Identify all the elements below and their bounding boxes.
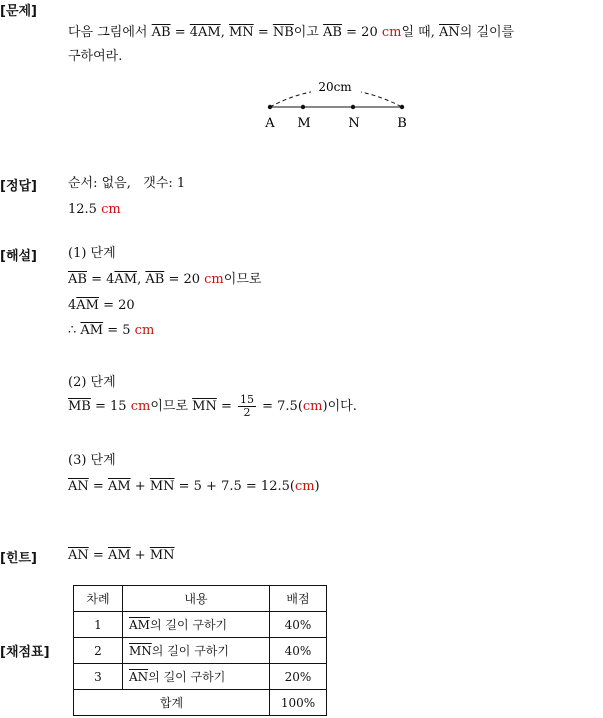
step2-title: (2) 단계	[68, 375, 116, 390]
header-order: 차례	[74, 586, 123, 612]
answer-value: 12.5 cm	[68, 202, 121, 217]
point-A	[268, 105, 272, 109]
section-label-explanation: [해설]	[0, 249, 37, 264]
segment-MN: $\overline{MN}$	[229, 25, 254, 40]
table-row: 2 $\overline{MN}$의 길이 구하기 40%	[74, 638, 327, 664]
section-label-hint: [힌트]	[0, 551, 37, 566]
segment-AB: $\overline{AB}$	[151, 25, 171, 40]
segment-NB: $\overline{NB}$	[272, 25, 294, 40]
distance-label: 20cm	[318, 80, 352, 94]
label-B: B	[397, 116, 407, 131]
point-N	[351, 105, 355, 109]
total-label: 합계	[74, 690, 270, 716]
point-M	[301, 105, 305, 109]
problem-line-1: 다음 그림에서 $\overline{AB} = 4AM$, $\overline{MN} = \overline{NB}$이고 $\overline{AB} = 20$ cm일 때, $\overline{AN}$의 길이를	[68, 25, 515, 40]
section-label-problem: [문제]	[0, 4, 37, 19]
section-label-answer: [정답]	[0, 179, 37, 194]
hint-line: $\overline{AN} = \overline{AM} + \overline{MN}$	[68, 548, 175, 563]
table-row: 3 $\overline{AN}$의 길이 구하기 20%	[74, 664, 327, 690]
table-row: 1 $\overline{AM}$의 길이 구하기 40%	[74, 612, 327, 638]
unit-cm: cm	[381, 25, 402, 40]
step1-line-1: $\overline{AB} = 4\overline{AM}$, $\overline{AB} = 20$ cm이므로	[68, 272, 262, 287]
segment-figure	[255, 76, 420, 134]
step1-line-2: $4\overline{AM} = 20$	[68, 298, 135, 313]
answer-meta: 순서: 없음, 갯수: 1	[68, 176, 186, 191]
step1-title: (1) 단계	[68, 246, 116, 261]
step3-title: (3) 단계	[68, 453, 116, 468]
rubric-total-row	[74, 690, 327, 716]
step1-line-3: ∴ $\overline{AM} = 5$ cm	[68, 323, 155, 338]
header-score: 배점	[270, 586, 327, 612]
rubric-table	[73, 585, 327, 716]
step2-line-1: $\overline{MB} = 15$ cm이므로 $\overline{MN}$ = $\frac{15}{2}$ = 7.5(cm)이다.	[68, 393, 357, 419]
problem-line-2: 구하여라.	[68, 49, 123, 64]
total-score: 100%	[270, 690, 327, 716]
segment-AB-2: $\overline{AB}$	[323, 25, 342, 40]
rubric-header-row	[74, 586, 327, 612]
section-label-rubric: [채점표]	[0, 645, 50, 660]
point-B	[400, 105, 404, 109]
label-M: M	[297, 116, 311, 131]
label-N: N	[348, 116, 360, 131]
segment-AN: $\overline{AN}$	[438, 25, 460, 40]
step3-line-1: $\overline{AN} = \overline{AM} + \overline{MN} = 5 + 7.5 = 12.5(cm)$	[68, 479, 320, 494]
fraction-15-over-2: $\frac{15}{2}$	[240, 393, 254, 419]
header-content: 내용	[123, 586, 270, 612]
label-A: A	[265, 116, 275, 131]
segment-4AM: 4AM	[189, 25, 221, 40]
